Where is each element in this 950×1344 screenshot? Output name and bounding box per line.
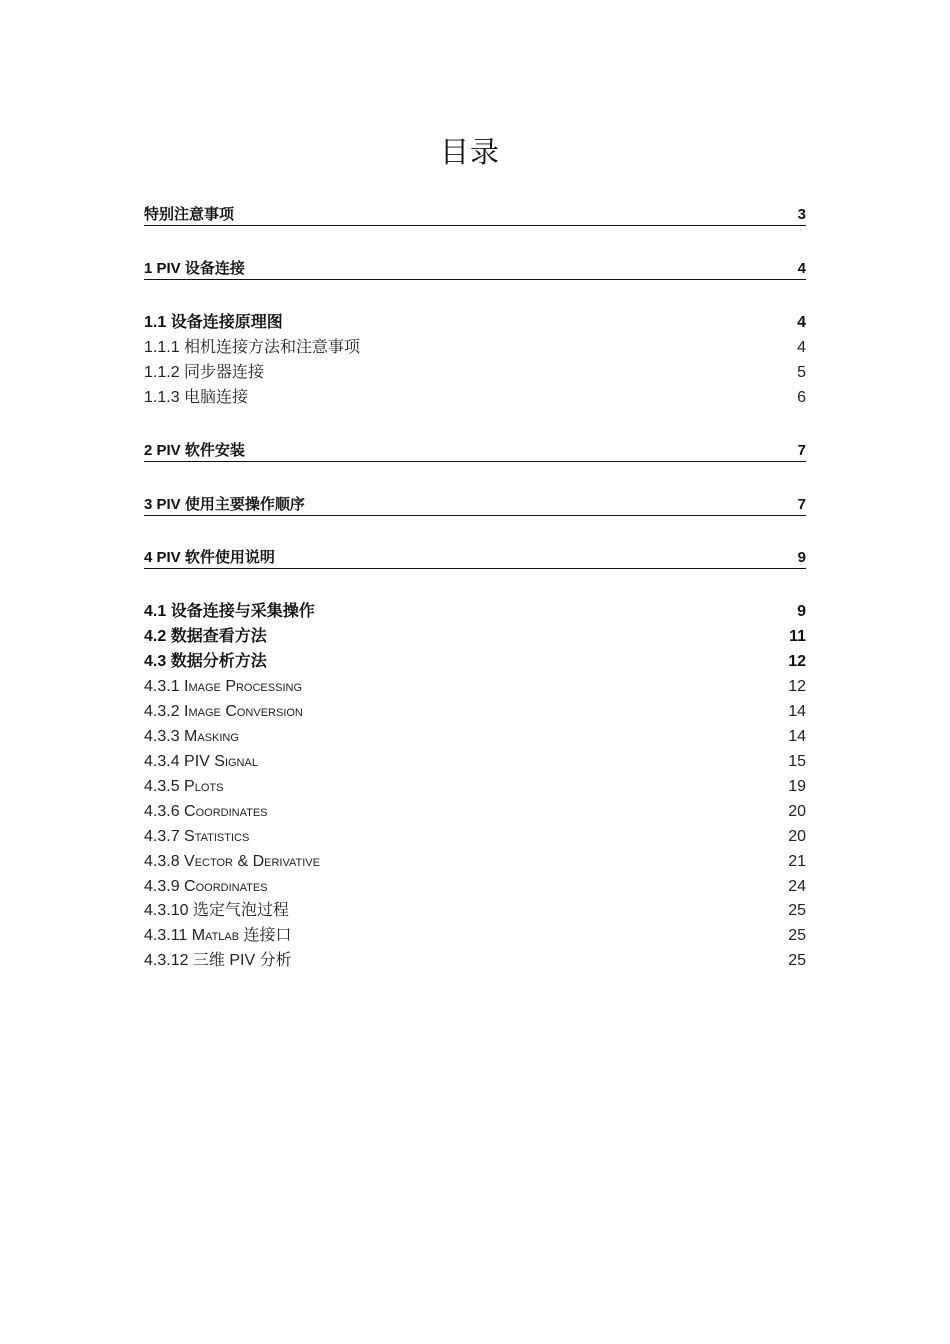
toc-entry-label: 4.1 设备连接与采集操作	[144, 603, 315, 620]
toc-entry-page: 3	[797, 206, 806, 223]
toc-entry-page: 11	[789, 628, 806, 645]
toc-entry-page: 19	[788, 778, 806, 795]
toc-entry-label: 4.2 数据查看方法	[144, 628, 267, 645]
toc-entry-label: 4.3.3 Masking	[144, 728, 239, 745]
toc-entry-page: 7	[797, 496, 806, 513]
toc-entry-4-1[interactable]	[144, 601, 806, 623]
toc-entry-page: 14	[788, 728, 806, 745]
toc-entry-label: 4 PIV 软件使用说明	[144, 549, 275, 566]
toc-entry-label: 4.3.10 选定气泡过程	[144, 902, 289, 919]
toc-entry-page: 6	[797, 389, 806, 406]
toc-entry-1[interactable]	[144, 259, 806, 280]
toc-entry-label: 4.3.1 Image Processing	[144, 678, 302, 695]
toc-entry-label: 4.3.9 Coordinates	[144, 878, 268, 895]
toc-entry-label: 4.3 数据分析方法	[144, 653, 267, 670]
toc-entry-page: 21	[788, 853, 806, 870]
toc-entry-label: 4.3.8 Vector & Derivative	[144, 853, 320, 870]
toc-entry-label: 1.1.3 电脑连接	[144, 389, 249, 406]
toc-entry-label: 4.3.7 Statistics	[144, 828, 250, 845]
toc-entry-page: 7	[797, 442, 806, 459]
toc-entry-4-3-11[interactable]	[144, 925, 806, 947]
toc-entry-page: 9	[797, 549, 806, 566]
toc-entry-4-3[interactable]	[144, 651, 806, 673]
toc-entry-1-1[interactable]	[144, 312, 806, 334]
toc-entry-2[interactable]	[144, 441, 806, 462]
toc-entry-page: 25	[788, 902, 806, 919]
toc-entry-label: 1.1 设备连接原理图	[144, 314, 283, 331]
toc-entry-label: 4.3.6 Coordinates	[144, 803, 268, 820]
toc-entry-label: 3 PIV 使用主要操作顺序	[144, 496, 305, 513]
toc-entry-page: 5	[797, 364, 806, 381]
toc-entry-label: 1.1.1 相机连接方法和注意事项	[144, 339, 361, 356]
toc-entry-page: 4	[797, 314, 806, 331]
toc-entry-page: 25	[788, 927, 806, 944]
toc-entry-page: 12	[788, 678, 806, 695]
toc-entry-label: 4.3.2 Image Conversion	[144, 703, 303, 720]
toc-entry-4-3-7[interactable]	[144, 826, 806, 848]
toc-entry-4-3-2[interactable]	[144, 701, 806, 723]
toc-entry-page: 25	[788, 952, 806, 969]
toc-entry-label: 2 PIV 软件安装	[144, 442, 245, 459]
toc-title: 目录	[439, 135, 500, 169]
toc-entry-4-3-5[interactable]	[144, 776, 806, 798]
toc-entry-4-3-6[interactable]	[144, 801, 806, 823]
table-of-contents	[144, 0, 806, 1344]
toc-entry-page: 20	[788, 803, 806, 820]
toc-entry-4[interactable]	[144, 548, 806, 569]
toc-entry-page: 9	[797, 603, 806, 620]
toc-entry-special-notes[interactable]	[144, 205, 806, 226]
toc-entry-4-3-10[interactable]	[144, 900, 806, 922]
toc-entry-page: 4	[797, 260, 806, 277]
toc-entry-4-3-1[interactable]	[144, 676, 806, 698]
toc-entry-4-2[interactable]	[144, 626, 806, 648]
toc-entry-1-1-1[interactable]	[144, 337, 806, 359]
toc-entry-1-1-2[interactable]	[144, 362, 806, 384]
toc-entry-label: 1 PIV 设备连接	[144, 260, 245, 277]
toc-entry-label: 特别注意事项	[144, 206, 235, 223]
toc-entry-page: 14	[788, 703, 806, 720]
toc-entry-page: 15	[788, 753, 806, 770]
toc-entry-4-3-4[interactable]	[144, 751, 806, 773]
toc-entry-page: 4	[797, 339, 806, 356]
toc-entry-4-3-8[interactable]	[144, 851, 806, 873]
toc-entry-4-3-3[interactable]	[144, 726, 806, 748]
toc-entry-label: 4.3.5 Plots	[144, 778, 224, 795]
toc-entry-label: 4.3.4 PIV Signal	[144, 753, 258, 770]
toc-entry-page: 24	[788, 878, 806, 895]
toc-entry-4-3-9[interactable]	[144, 876, 806, 898]
toc-entry-label: 4.3.12 三维 PIV 分析	[144, 952, 292, 969]
toc-entry-4-3-12[interactable]	[144, 950, 806, 972]
toc-entry-page: 20	[788, 828, 806, 845]
toc-entry-label: 1.1.2 同步器连接	[144, 364, 265, 381]
toc-entry-label: 4.3.11 Matlab 连接口	[144, 927, 292, 944]
toc-entry-3[interactable]	[144, 495, 806, 516]
toc-entry-1-1-3[interactable]	[144, 387, 806, 409]
toc-entry-page: 12	[788, 653, 806, 670]
